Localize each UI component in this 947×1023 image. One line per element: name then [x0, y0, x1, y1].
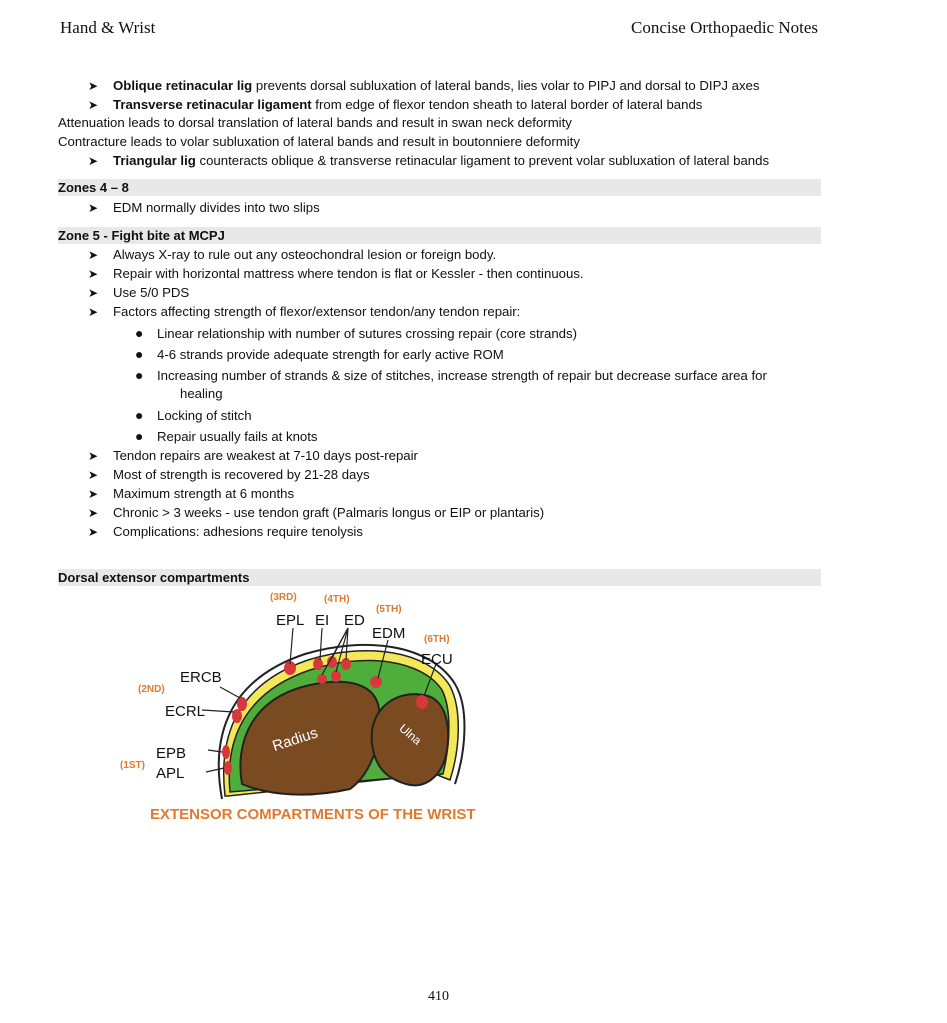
label-1st: (1ST): [120, 760, 145, 771]
list-item: ➤ Transverse retinacular ligament from edge of flexor tendon sheath to lateral border of lateral bands: [88, 97, 703, 112]
header-right: Concise Orthopaedic Notes: [631, 18, 818, 37]
list-item: ➤ Triangular lig counteracts oblique & transverse retinacular ligament to prevent volar subluxation of lateral bands: [88, 153, 770, 168]
dot-bullet-icon: ●: [135, 325, 144, 341]
list-item: ➤ Chronic > 3 weeks - use tendon graft (Palmaris longus or EIP or plantaris): [88, 505, 545, 520]
sub-list-item: ● Linear relationship with number of sutures crossing repair (core strands): [135, 325, 577, 341]
label-epl: EPL: [276, 612, 305, 629]
tendon-ecrb: [237, 697, 247, 711]
dot-bullet-icon: ●: [135, 346, 144, 362]
arrow-bullet-icon: ➤: [88, 525, 99, 539]
tendon-apl: [224, 761, 232, 775]
label-radius: Radius: [270, 724, 320, 756]
arrow-bullet-icon: ➤: [88, 267, 99, 281]
label-6th: (6TH): [424, 634, 450, 645]
dot-bullet-icon: ●: [135, 428, 144, 444]
header-left: Hand & Wrist: [60, 18, 156, 37]
label-ed: ED: [344, 612, 365, 629]
section-heading-band: [58, 179, 821, 196]
list-item: ➤ Use 5/0 PDS: [88, 285, 190, 300]
arrow-bullet-icon: ➤: [88, 286, 99, 300]
tendon-edm: [370, 676, 382, 688]
list-item: ➤ Repair with horizontal mattress where tendon is flat or Kessler - then continuous.: [88, 266, 584, 281]
section-heading-band: [58, 227, 821, 244]
list-item: ➤ Maximum strength at 6 months: [88, 486, 295, 501]
arrow-bullet-icon: ➤: [88, 201, 99, 215]
sub-list-item: ● Repair usually fails at knots: [135, 428, 318, 444]
tendon-epb: [222, 745, 230, 759]
section-heading: Dorsal extensor compartments: [58, 570, 250, 585]
label-apl: APL: [156, 765, 185, 782]
extensor-compartments-figure: [110, 584, 490, 829]
page-number: 410: [428, 989, 449, 1004]
label-4th: (4TH): [324, 594, 350, 605]
figure-caption: EXTENSOR COMPARTMENTS OF THE WRIST: [150, 806, 476, 823]
label-ercb: ERCB: [180, 669, 222, 686]
label-edm: EDM: [372, 625, 406, 642]
arrow-bullet-icon: ➤: [88, 154, 99, 168]
sub-list-item: ● Locking of stitch: [135, 407, 252, 423]
sub-list-item: ● Increasing number of strands & size of stitches, increase strength of repair but decrease surface area for: [135, 367, 767, 383]
label-ecu: ECU: [421, 651, 453, 668]
list-item: ➤ Complications: adhesions require tenolysis: [88, 524, 363, 539]
section-heading: Zone 5 - Fight bite at MCPJ: [58, 228, 225, 243]
list-item: ➤ Tendon repairs are weakest at 7-10 days post-repair: [88, 448, 418, 463]
paragraph: Contracture leads to volar subluxation of lateral bands and result in boutonniere deformity: [58, 134, 580, 149]
arrow-bullet-icon: ➤: [88, 449, 99, 463]
tendon-ed-4: [317, 674, 327, 684]
list-item: ➤ Always X-ray to rule out any osteochondral lesion or foreign body.: [88, 247, 497, 262]
arrow-bullet-icon: ➤: [88, 468, 99, 482]
dot-bullet-icon: ●: [135, 367, 144, 383]
arrow-bullet-icon: ➤: [88, 487, 99, 501]
sub-list-item: ● 4-6 strands provide adequate strength for early active ROM: [135, 346, 504, 362]
tendon-ei: [313, 658, 323, 670]
list-item: ➤ Oblique retinacular lig prevents dorsal subluxation of lateral bands, lies volar to PIPJ and dorsal to DIPJ axes: [88, 78, 760, 93]
section-heading: Zones 4 – 8: [58, 180, 129, 195]
dot-bullet-icon: ●: [135, 407, 144, 423]
list-item: ➤ Factors affecting strength of flexor/extensor tendon/any tendon repair:: [88, 304, 521, 319]
arrow-bullet-icon: ➤: [88, 506, 99, 520]
list-item: ➤ EDM normally divides into two slips: [88, 200, 320, 215]
tendon-ecrl: [232, 709, 242, 723]
label-epb: EPB: [156, 745, 187, 762]
tendon-ecu: [416, 695, 428, 709]
arrow-bullet-icon: ➤: [88, 98, 99, 112]
label-ulna: Ulna: [396, 721, 425, 748]
label-3rd: (3RD): [270, 592, 297, 603]
arrow-bullet-icon: ➤: [88, 79, 99, 93]
paragraph: Attenuation leads to dorsal translation of lateral bands and result in swan neck deformity: [58, 115, 572, 130]
list-item: ➤ Most of strength is recovered by 21-28 days: [88, 467, 370, 482]
label-ei: EI: [315, 612, 330, 629]
arrow-bullet-icon: ➤: [88, 248, 99, 262]
sub-list-item-continuation: healing: [180, 386, 223, 401]
label-2nd: (2ND): [138, 684, 165, 695]
label-5th: (5TH): [376, 604, 402, 615]
label-ecrl: ECRL: [165, 703, 206, 720]
arrow-bullet-icon: ➤: [88, 305, 99, 319]
